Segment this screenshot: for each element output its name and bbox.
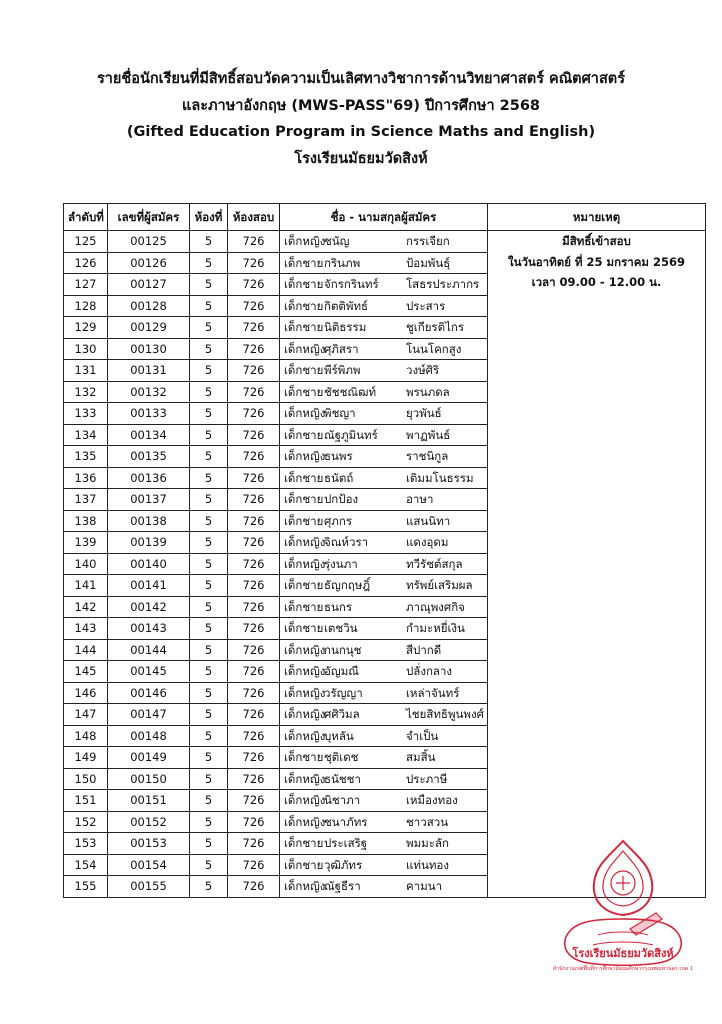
remark-line-1: มีสิทธิ์เข้าสอบ: [562, 234, 631, 248]
applicant-no-cell: 00141: [108, 575, 190, 597]
applicant-no-cell: 00151: [108, 790, 190, 812]
first-name: ชุติเดช: [324, 750, 359, 764]
exam-room-cell: 726: [228, 381, 280, 403]
name-cell: [280, 252, 488, 274]
seq-cell: 125: [64, 231, 108, 253]
seq-cell: 143: [64, 618, 108, 640]
last-name: พรนภดล: [406, 384, 450, 399]
last-name: จำเป็น: [406, 728, 439, 743]
first-name: เตชวิน: [324, 621, 358, 635]
last-name: กรรเจียก: [406, 234, 450, 248]
title-line-3: (Gifted Education Program in Science Maths and English): [126, 124, 596, 140]
first-name: กรินภพ: [324, 255, 361, 270]
last-name: กำมะหยี่เงิน: [406, 621, 465, 635]
applicant-no-cell: 00143: [108, 618, 190, 640]
name-cell: [280, 381, 488, 403]
room-cell: 5: [190, 317, 228, 339]
room-cell: 5: [190, 489, 228, 511]
last-name: ยุวพันธ์: [406, 406, 442, 420]
last-name: วงษ์ศิริ: [406, 363, 440, 377]
first-name: จิณห์วรา: [324, 535, 369, 549]
applicant-no-cell: 00155: [108, 876, 190, 898]
first-name: ศศิวิมล: [324, 707, 360, 721]
name-cell: [280, 876, 488, 898]
last-name: ภาณุพงศกิจ: [406, 599, 465, 614]
document-header: [0, 66, 722, 172]
exam-room-cell: 726: [228, 854, 280, 876]
first-name: ศุภิสรา: [324, 341, 359, 356]
seq-cell: 132: [64, 381, 108, 403]
remark-line-2: ในวันอาทิตย์ ที่ 25 มกราคม 2569: [507, 254, 685, 269]
first-name: ณัฐธีรา: [324, 879, 361, 893]
applicant-no-cell: 00128: [108, 295, 190, 317]
room-cell: 5: [190, 747, 228, 769]
name-prefix: เด็กหญิง: [284, 664, 326, 678]
room-cell: 5: [190, 381, 228, 403]
name-prefix: เด็กชาย: [284, 750, 324, 764]
name-prefix: เด็กชาย: [284, 277, 324, 291]
applicant-no-cell: 00147: [108, 704, 190, 726]
applicant-no-cell: 00138: [108, 510, 190, 532]
name-prefix: เด็กหญิง: [284, 556, 326, 571]
name-prefix: เด็กชาย: [284, 384, 324, 399]
name-cell: [280, 639, 488, 661]
name-prefix: เด็กหญิง: [284, 406, 326, 420]
name-cell: [280, 274, 488, 296]
name-cell: [280, 553, 488, 575]
exam-room-cell: 726: [228, 639, 280, 661]
exam-room-cell: 726: [228, 360, 280, 382]
exam-room-cell: 726: [228, 274, 280, 296]
name-cell: [280, 510, 488, 532]
name-cell: [280, 338, 488, 360]
name-cell: [280, 467, 488, 489]
name-prefix: เด็กหญิง: [284, 771, 326, 786]
name-prefix: เด็กชาย: [284, 470, 324, 485]
exam-room-cell: 726: [228, 553, 280, 575]
name-prefix: เด็กชาย: [284, 621, 324, 635]
name-cell: [280, 424, 488, 446]
name-cell: [280, 489, 488, 511]
room-cell: 5: [190, 274, 228, 296]
exam-room-cell: 726: [228, 682, 280, 704]
exam-room-cell: 726: [228, 489, 280, 511]
applicant-no-cell: 00148: [108, 725, 190, 747]
name-prefix: เด็กชาย: [284, 599, 324, 614]
last-name: ทรัพย์เสริมผล: [406, 578, 473, 592]
table-header-row: [64, 204, 706, 231]
room-cell: 5: [190, 618, 228, 640]
first-name: อัญมณี: [324, 664, 359, 678]
room-cell: 5: [190, 854, 228, 876]
seq-cell: 150: [64, 768, 108, 790]
name-cell: [280, 596, 488, 618]
room-cell: 5: [190, 876, 228, 898]
first-name: ศุภกร: [324, 513, 353, 528]
room-cell: 5: [190, 553, 228, 575]
applicant-no-cell: 00129: [108, 317, 190, 339]
room-cell: 5: [190, 295, 228, 317]
first-name: ธนัชชา: [324, 771, 361, 786]
applicant-no-cell: 00140: [108, 553, 190, 575]
seq-cell: 148: [64, 725, 108, 747]
seq-cell: 135: [64, 446, 108, 468]
seq-cell: 139: [64, 532, 108, 554]
name-prefix: เด็กหญิง: [284, 341, 326, 356]
name-cell: [280, 747, 488, 769]
last-name: ปลั่งกลาง: [406, 664, 453, 678]
exam-room-cell: 726: [228, 424, 280, 446]
exam-room-cell: 726: [228, 510, 280, 532]
applicant-no-cell: 00144: [108, 639, 190, 661]
exam-room-cell: 726: [228, 446, 280, 468]
name-cell: [280, 725, 488, 747]
first-name: บุหลัน: [324, 728, 354, 743]
last-name: โนนโคกสูง: [406, 341, 462, 356]
name-prefix: เด็กหญิง: [284, 707, 326, 721]
title-line-2: และภาษาอังกฤษ (MWS-PASS"69) ปีการศึกษา 2568: [181, 97, 541, 114]
last-name: ชาวสวน: [406, 814, 449, 829]
col-remark: หมายเหตุ: [488, 204, 706, 231]
name-cell: [280, 403, 488, 425]
exam-room-cell: 726: [228, 747, 280, 769]
last-name: ราชนิกูล: [406, 449, 449, 463]
applicant-no-cell: 00132: [108, 381, 190, 403]
name-prefix: เด็กหญิง: [284, 793, 326, 807]
last-name: ประภาษี: [406, 771, 448, 786]
room-cell: 5: [190, 704, 228, 726]
exam-room-cell: 726: [228, 252, 280, 274]
room-cell: 5: [190, 811, 228, 833]
name-cell: [280, 768, 488, 790]
exam-room-cell: 726: [228, 575, 280, 597]
name-prefix: เด็กชาย: [284, 578, 324, 592]
applicant-no-cell: 00150: [108, 768, 190, 790]
exam-room-cell: 726: [228, 833, 280, 855]
seq-cell: 145: [64, 661, 108, 683]
name-prefix: เด็กชาย: [284, 320, 324, 334]
room-cell: 5: [190, 833, 228, 855]
last-name: ป้อมพันธุ์: [406, 255, 451, 270]
applicant-no-cell: 00134: [108, 424, 190, 446]
exam-room-cell: 726: [228, 338, 280, 360]
name-prefix: เด็กหญิง: [284, 449, 326, 463]
first-name: ชนัญ: [324, 234, 350, 248]
seq-cell: 137: [64, 489, 108, 511]
first-name: พีร์พิภพ: [324, 363, 361, 377]
last-name: แสนนิทา: [406, 513, 451, 528]
name-cell: [280, 360, 488, 382]
exam-room-cell: 726: [228, 403, 280, 425]
last-name: เติมมโนธรรม: [406, 470, 474, 485]
last-name: ทวีรัชต์สกุล: [406, 556, 463, 571]
last-name: ไชยสิทธิพูนพงศ์: [406, 707, 484, 721]
seq-cell: 151: [64, 790, 108, 812]
name-prefix: เด็กหญิง: [284, 234, 326, 248]
col-seq: ลำดับที่: [64, 204, 108, 231]
room-cell: 5: [190, 661, 228, 683]
seq-cell: 152: [64, 811, 108, 833]
seq-cell: 134: [64, 424, 108, 446]
exam-room-cell: 726: [228, 661, 280, 683]
remark-cell: [488, 231, 706, 898]
room-cell: 5: [190, 446, 228, 468]
exam-room-cell: 726: [228, 811, 280, 833]
col-applicant-no: เลขที่ผู้สมัคร: [108, 204, 190, 231]
last-name: พาฏพันธ์: [406, 427, 451, 442]
room-cell: 5: [190, 403, 228, 425]
name-cell: [280, 682, 488, 704]
room-cell: 5: [190, 360, 228, 382]
name-prefix: เด็กชาย: [284, 363, 324, 377]
exam-room-cell: 726: [228, 704, 280, 726]
exam-room-cell: 726: [228, 618, 280, 640]
name-prefix: เด็กหญิง: [284, 879, 326, 893]
room-cell: 5: [190, 768, 228, 790]
exam-room-cell: 726: [228, 467, 280, 489]
room-cell: 5: [190, 467, 228, 489]
applicant-no-cell: 00133: [108, 403, 190, 425]
room-cell: 5: [190, 510, 228, 532]
first-name: กนกนุช: [324, 642, 362, 657]
room-cell: 5: [190, 639, 228, 661]
name-cell: [280, 231, 488, 253]
first-name: นิชาภา: [324, 793, 361, 807]
last-name: แท่นทอง: [406, 857, 449, 872]
last-name: เหมืองทอง: [406, 793, 458, 807]
seq-cell: 147: [64, 704, 108, 726]
first-name: กิตติพัทธ์: [324, 298, 369, 313]
last-name: เหล่าจันทร์: [406, 685, 460, 700]
applicant-no-cell: 00137: [108, 489, 190, 511]
name-cell: [280, 446, 488, 468]
exam-room-cell: 726: [228, 295, 280, 317]
applicant-no-cell: 00145: [108, 661, 190, 683]
col-exam-room: ห้องสอบ: [228, 204, 280, 231]
name-cell: [280, 854, 488, 876]
seq-cell: 153: [64, 833, 108, 855]
name-prefix: เด็กหญิง: [284, 685, 326, 700]
room-cell: 5: [190, 725, 228, 747]
room-cell: 5: [190, 790, 228, 812]
last-name: อาษา: [406, 492, 434, 506]
room-cell: 5: [190, 338, 228, 360]
name-prefix: เด็กหญิง: [284, 642, 326, 657]
name-prefix: เด็กชาย: [284, 298, 324, 313]
name-cell: [280, 317, 488, 339]
seal-subtitle: สำนักงานเขตพื้นที่การศึกษามัธยมศึกษากรุงเทพมหานคร เขต 1: [552, 966, 694, 972]
seal-name: โรงเรียนมัธยมวัดสิงห์: [572, 947, 674, 960]
school-seal: [538, 835, 708, 975]
first-name: ชัชชณิฒท์: [324, 384, 377, 399]
last-name: สมสิ้น: [406, 750, 436, 764]
applicant-no-cell: 00136: [108, 467, 190, 489]
seq-cell: 128: [64, 295, 108, 317]
applicant-no-cell: 00126: [108, 252, 190, 274]
name-cell: [280, 575, 488, 597]
last-name: แดงอุดม: [406, 535, 449, 549]
first-name: จักรกรินทร์: [324, 277, 379, 291]
first-name: ณัฐภูมินทร์: [324, 427, 378, 442]
name-prefix: เด็กหญิง: [284, 728, 326, 743]
seq-cell: 154: [64, 854, 108, 876]
seq-cell: 140: [64, 553, 108, 575]
applicant-no-cell: 00152: [108, 811, 190, 833]
first-name: วรัญญา: [324, 685, 363, 700]
name-prefix: เด็กชาย: [284, 857, 324, 872]
remark-line-3: เวลา 09.00 - 12.00 น.: [531, 275, 662, 289]
name-cell: [280, 661, 488, 683]
first-name: ชนาภัทร: [324, 814, 368, 829]
seq-cell: 138: [64, 510, 108, 532]
first-name: พิชญา: [324, 406, 356, 420]
name-cell: [280, 618, 488, 640]
first-name: ปกป้อง: [324, 492, 359, 506]
name-cell: [280, 790, 488, 812]
room-cell: 5: [190, 532, 228, 554]
room-cell: 5: [190, 252, 228, 274]
seq-cell: 131: [64, 360, 108, 382]
table-row: [64, 231, 706, 253]
table-body: [64, 231, 706, 898]
col-room: ห้องที่: [190, 204, 228, 231]
name-cell: [280, 704, 488, 726]
room-cell: 5: [190, 682, 228, 704]
exam-room-cell: 726: [228, 876, 280, 898]
applicant-no-cell: 00149: [108, 747, 190, 769]
seq-cell: 142: [64, 596, 108, 618]
seq-cell: 126: [64, 252, 108, 274]
title-line-1: รายชื่อนักเรียนที่มีสิทธิ์สอบวัดความเป็นเลิศทางวิชาการด้านวิทยาศาสตร์ คณิตศาสตร์: [96, 71, 626, 87]
name-prefix: เด็กชาย: [284, 513, 324, 528]
exam-room-cell: 726: [228, 532, 280, 554]
last-name: คามนา: [406, 879, 443, 893]
name-cell: [280, 833, 488, 855]
name-prefix: เด็กชาย: [284, 255, 324, 270]
school-name: โรงเรียนมัธยมวัดสิงห์: [294, 150, 428, 167]
first-name: วุฒิภัทร: [324, 857, 363, 872]
first-name: ธัญกฤษฎิ์: [324, 578, 371, 592]
first-name: ธนกร: [324, 599, 353, 614]
first-name: ประเสริฐ: [324, 836, 368, 850]
seq-cell: 133: [64, 403, 108, 425]
name-prefix: เด็กชาย: [284, 492, 324, 506]
first-name: นิติธรรม: [324, 320, 367, 334]
last-name: พมมะลัก: [406, 836, 449, 850]
exam-room-cell: 726: [228, 725, 280, 747]
seq-cell: 155: [64, 876, 108, 898]
applicant-no-cell: 00154: [108, 854, 190, 876]
seq-cell: 129: [64, 317, 108, 339]
name-cell: [280, 811, 488, 833]
seq-cell: 144: [64, 639, 108, 661]
seq-cell: 136: [64, 467, 108, 489]
first-name: รุ่งนภา: [324, 556, 358, 571]
seq-cell: 127: [64, 274, 108, 296]
room-cell: 5: [190, 231, 228, 253]
applicant-no-cell: 00130: [108, 338, 190, 360]
last-name: ชูเกียรติไกร: [406, 320, 465, 334]
name-cell: [280, 532, 488, 554]
exam-room-cell: 726: [228, 790, 280, 812]
last-name: สีปากดี: [406, 642, 442, 657]
name-prefix: เด็กชาย: [284, 427, 324, 442]
col-name: ชื่อ - นามสกุลผู้สมัคร: [280, 204, 488, 231]
room-cell: 5: [190, 424, 228, 446]
last-name: ประสาร: [406, 298, 446, 313]
applicant-no-cell: 00135: [108, 446, 190, 468]
room-cell: 5: [190, 575, 228, 597]
name-prefix: เด็กหญิง: [284, 535, 326, 549]
name-prefix: เด็กชาย: [284, 836, 324, 850]
applicant-no-cell: 00139: [108, 532, 190, 554]
applicant-no-cell: 00142: [108, 596, 190, 618]
applicant-table: [63, 203, 706, 898]
applicant-no-cell: 00131: [108, 360, 190, 382]
first-name: ธนพร: [324, 449, 353, 463]
room-cell: 5: [190, 596, 228, 618]
seq-cell: 141: [64, 575, 108, 597]
applicant-no-cell: 00127: [108, 274, 190, 296]
name-cell: [280, 295, 488, 317]
exam-room-cell: 726: [228, 231, 280, 253]
seq-cell: 146: [64, 682, 108, 704]
seq-cell: 130: [64, 338, 108, 360]
exam-room-cell: 726: [228, 317, 280, 339]
name-prefix: เด็กหญิง: [284, 814, 326, 829]
last-name: โสธรประภากร: [406, 277, 480, 291]
applicant-no-cell: 00153: [108, 833, 190, 855]
exam-room-cell: 726: [228, 768, 280, 790]
applicant-no-cell: 00125: [108, 231, 190, 253]
first-name: ธนัตถ์: [324, 470, 354, 485]
exam-room-cell: 726: [228, 596, 280, 618]
applicant-no-cell: 00146: [108, 682, 190, 704]
seq-cell: 149: [64, 747, 108, 769]
